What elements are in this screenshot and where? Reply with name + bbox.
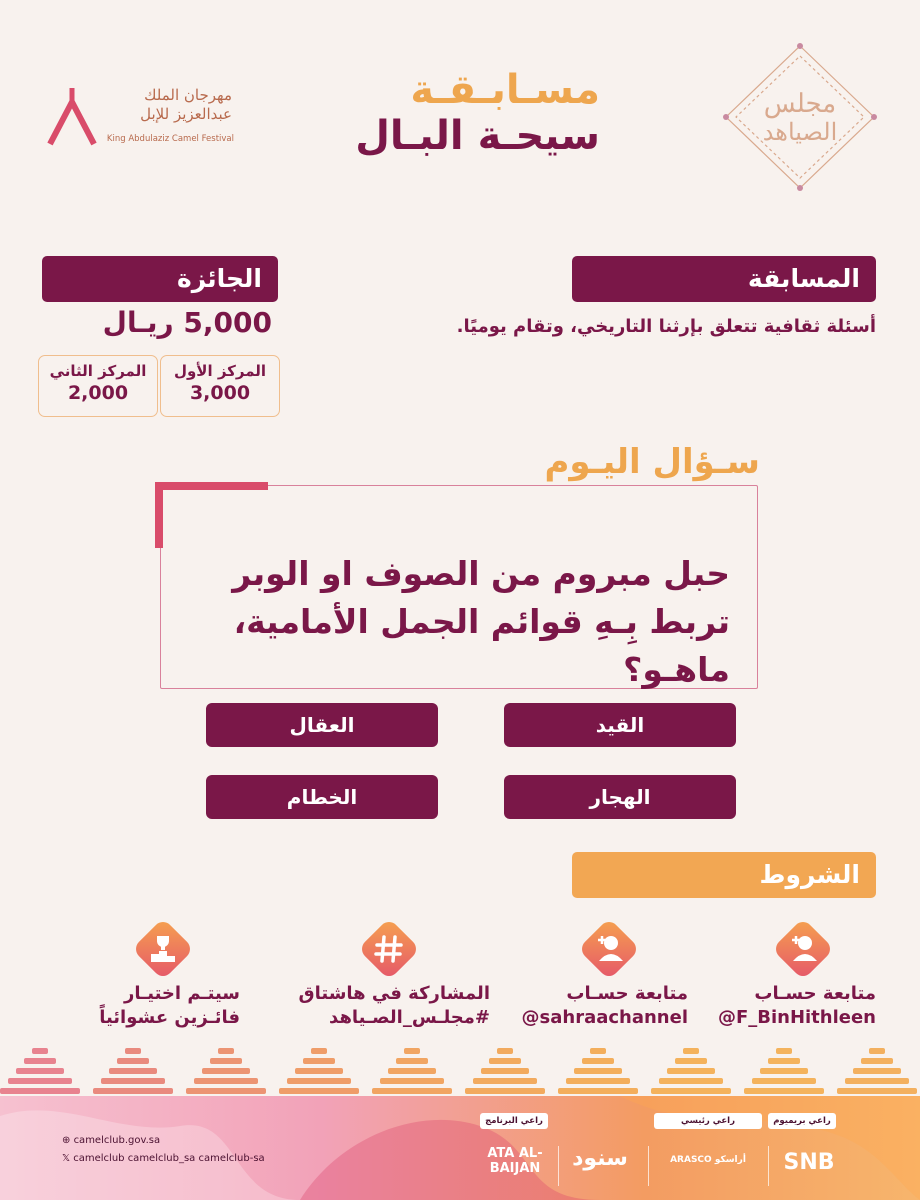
add-user-icon (578, 918, 640, 980)
conditions-heading: الشروط (572, 852, 876, 898)
condition-1-line2[interactable]: @F_BinHithleen (717, 1007, 876, 1028)
program-sponsor-tag: راعي البرنامج (480, 1113, 548, 1129)
question-of-the-day-heading: سـؤال اليـوم (544, 442, 760, 482)
condition-1 (676, 982, 876, 1030)
condition-1-line1: متابعة حسـاب (754, 983, 876, 1004)
question-box-accent-top (155, 482, 268, 490)
hashtag-icon (358, 918, 420, 980)
podium-trophy-icon (132, 918, 194, 980)
sanad-logo: سنود (572, 1146, 628, 1171)
add-user-icon (772, 918, 834, 980)
arasco-logo: ARASCO أراسكو (670, 1155, 746, 1165)
sponsor-separator (558, 1146, 559, 1186)
footer-website[interactable] (62, 1135, 160, 1146)
festival-name-ar-line2: عبدالعزيز للإبل (140, 105, 232, 123)
condition-2 (488, 982, 688, 1030)
footer (0, 1096, 920, 1200)
festival-name-ar-line1: مهرجان الملك (144, 86, 232, 104)
sponsor-separator (768, 1146, 769, 1186)
question-box-accent-side (155, 482, 163, 548)
competition-title-line1: مسـابـقـة (410, 67, 600, 113)
svg-text:الصياهد: الصياهد (762, 118, 838, 146)
first-place-label: المركز الأول (173, 362, 267, 380)
premium-sponsor-tag: راعي بريميوم (768, 1113, 836, 1129)
footer-social-text: camelclub camelclub_sa camelclub-sa (73, 1153, 265, 1164)
condition-3-line2[interactable]: #مجلـس_الصـياهد (329, 1007, 490, 1028)
first-place-box (160, 355, 280, 417)
festival-name-ar (92, 86, 232, 124)
answer-option-4[interactable]: الخطام (206, 775, 438, 819)
festival-name-en: King Abdulaziz Camel Festival (106, 134, 234, 144)
sponsor-separator (648, 1146, 649, 1186)
first-place-value: 3,000 (189, 382, 251, 404)
majlis-alsayahed-logo (722, 42, 878, 192)
prize-total: 5,000 ريـال (102, 306, 272, 339)
footer-website-text: camelclub.gov.sa (73, 1135, 161, 1146)
condition-2-line2[interactable]: @sahraachannel (521, 1007, 688, 1028)
x-icon: 𝕏 (62, 1153, 74, 1164)
question-text: حبل مبروم من الصوف او الوبر تربط بِـهِ قوائم الجمل الأمامية، ماهـو؟ (232, 554, 730, 689)
footer-social[interactable] (62, 1153, 265, 1164)
condition-4-line2: فائـزين عشوائياً (99, 1007, 240, 1028)
decorative-tent-pattern (0, 1040, 920, 1098)
condition-3-line1: المشاركة في هاشتاق (298, 983, 490, 1004)
second-place-label: المركز الثاني (49, 362, 147, 380)
answer-option-3[interactable]: الهجار (504, 775, 736, 819)
prize-heading: الجائزة (42, 256, 278, 302)
competition-description: أسئلة ثقافية تتعلق بإرثنا التاريخي، وتقام يوميًا. (456, 316, 876, 337)
answer-option-1[interactable]: القيد (504, 703, 736, 747)
condition-4 (40, 982, 240, 1030)
globe-icon: ⊕ (62, 1135, 74, 1146)
condition-2-line1: متابعة حسـاب (566, 983, 688, 1004)
competition-heading: المسابقة (572, 256, 876, 302)
second-place-box (38, 355, 158, 417)
condition-4-line1: سيتـم اختيـار (123, 983, 240, 1004)
ata-albaijan-logo: ATA AL-BAIJAN (487, 1146, 543, 1176)
condition-3 (290, 982, 490, 1030)
svg-text:مجلس: مجلس (763, 89, 837, 119)
snb-logo: SNB (783, 1150, 835, 1175)
second-place-value: 2,000 (67, 382, 129, 404)
footer-decoration (0, 1096, 920, 1200)
answer-option-2[interactable]: العقال (206, 703, 438, 747)
competition-title-line2: سيحـة البـال (355, 113, 600, 159)
main-sponsor-tag: راعي رئيسي (654, 1113, 762, 1129)
